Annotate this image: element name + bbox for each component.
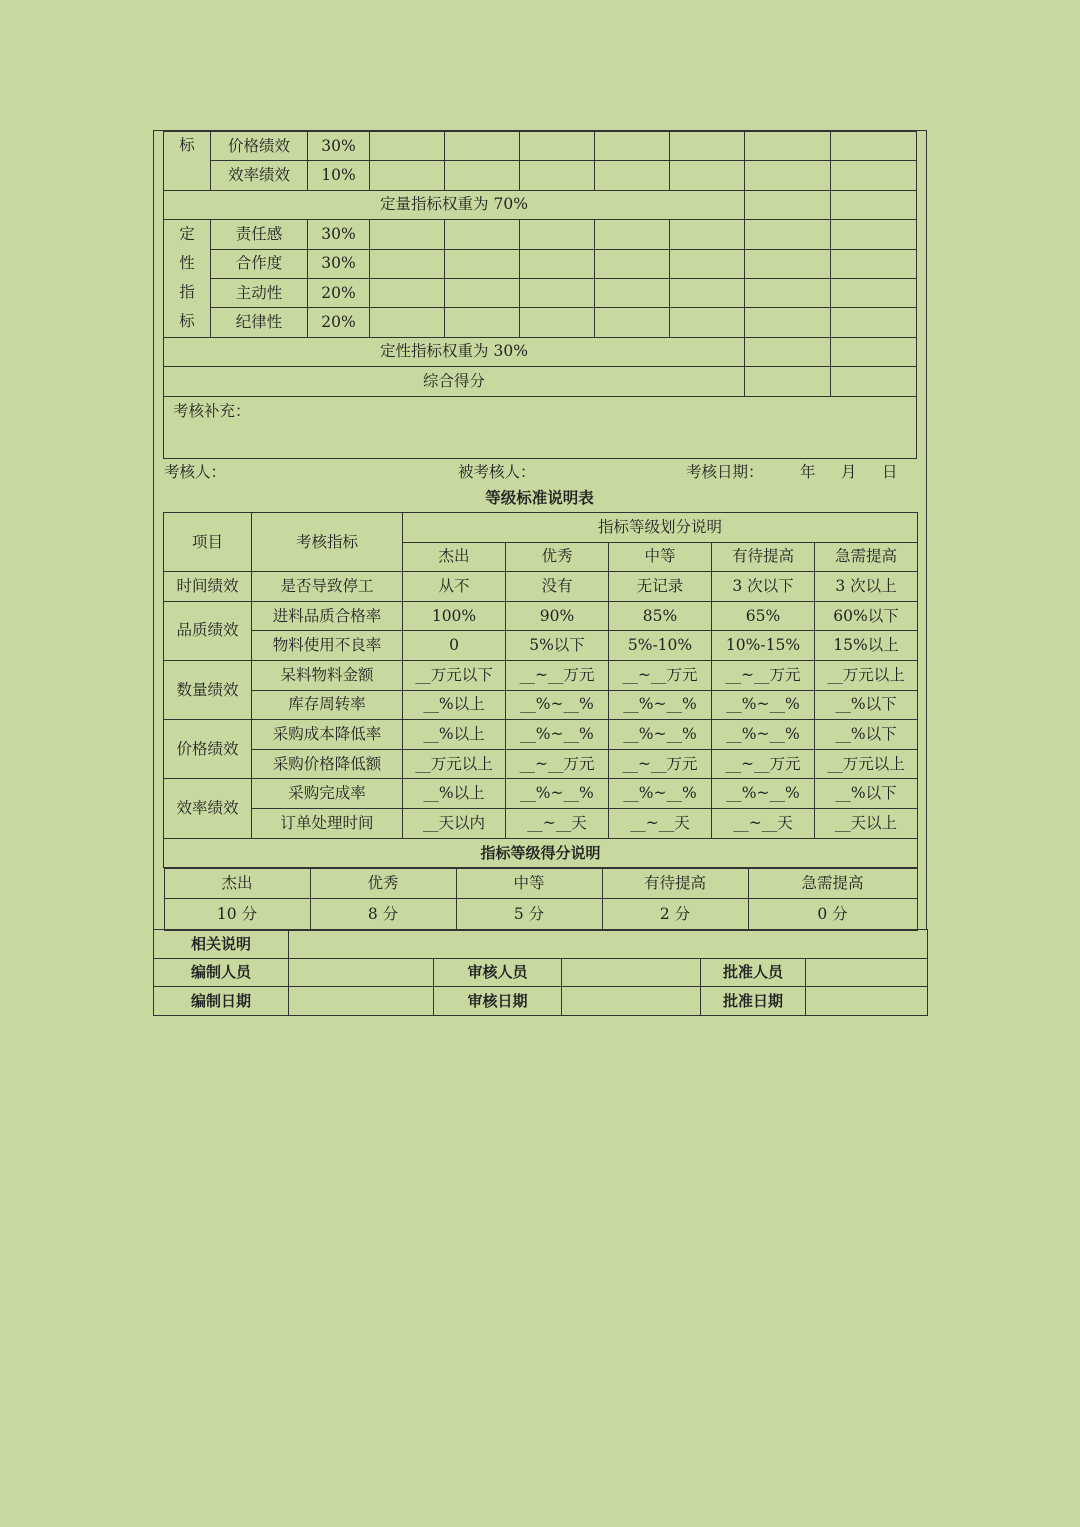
score-cell[interactable] xyxy=(445,278,520,307)
score-cell[interactable] xyxy=(370,278,445,307)
score-cell[interactable] xyxy=(595,249,670,278)
score-grade-header: 优秀 xyxy=(310,869,456,899)
table-row xyxy=(164,869,917,899)
indicator-cell: 采购完成率 xyxy=(252,779,403,809)
value-cell: 无记录 xyxy=(609,572,712,602)
table-row xyxy=(164,660,918,690)
reviewer-label: 审核人员 xyxy=(434,958,562,987)
score-cell[interactable] xyxy=(595,220,670,249)
vertical-char: 定 xyxy=(179,225,195,244)
value-cell: __%~__% xyxy=(609,690,712,720)
table-row xyxy=(154,987,928,1016)
indicator-name: 主动性 xyxy=(211,278,308,307)
review-date-label: 审核日期 xyxy=(434,987,562,1016)
value-cell: __%~__% xyxy=(712,720,815,750)
item-cell: 价格绩效 xyxy=(164,720,252,779)
score-cell[interactable] xyxy=(520,161,595,190)
indicator-name: 合作度 xyxy=(211,249,308,278)
approver-label: 批准人员 xyxy=(701,958,806,987)
table-row xyxy=(164,749,918,779)
value-cell: __%~__% xyxy=(712,779,815,809)
table-row xyxy=(164,337,917,366)
qual-weight-label: 定性指标权重为 30% xyxy=(164,337,745,366)
table-row xyxy=(164,899,917,931)
score-subtable-wrap xyxy=(164,868,918,932)
value-cell: __~__万元 xyxy=(712,660,815,690)
grade-standard-table xyxy=(163,512,918,931)
value-cell: 没有 xyxy=(506,572,609,602)
value-cell: __~__天 xyxy=(609,808,712,838)
indicator-weight: 30% xyxy=(308,132,370,161)
indicator-weight: 10% xyxy=(308,161,370,190)
value-cell: __%~__% xyxy=(506,690,609,720)
table-row xyxy=(154,958,928,987)
vertical-char: 性 xyxy=(179,254,195,273)
score-cell[interactable] xyxy=(745,249,831,278)
value-cell: __天以上 xyxy=(815,808,918,838)
value-cell: 5%以下 xyxy=(506,631,609,661)
score-value: 5 分 xyxy=(456,899,602,931)
score-title: 指标等级得分说明 xyxy=(164,838,918,868)
value-cell: __%以上 xyxy=(403,690,506,720)
table-row xyxy=(164,220,917,249)
score-cell[interactable] xyxy=(745,278,831,307)
score-cell[interactable] xyxy=(831,337,917,366)
score-grade-header: 杰出 xyxy=(164,869,310,899)
month-label: 月 xyxy=(841,463,857,481)
score-cell[interactable] xyxy=(445,132,520,161)
score-value: 0 分 xyxy=(748,899,917,931)
vertical-char: 标 xyxy=(179,312,195,331)
score-cell[interactable] xyxy=(670,308,745,337)
assessment-table xyxy=(163,131,917,459)
score-cell[interactable] xyxy=(831,132,917,161)
value-cell: __万元以上 xyxy=(403,749,506,779)
value-cell: __%以上 xyxy=(403,720,506,750)
assess-date-label: 考核日期： xyxy=(686,463,764,481)
col-item-header: 项目 xyxy=(164,513,252,572)
table-row xyxy=(164,396,917,458)
table-row xyxy=(164,161,917,190)
score-cell[interactable] xyxy=(745,220,831,249)
indicator-weight: 20% xyxy=(308,278,370,307)
score-cell[interactable] xyxy=(520,249,595,278)
assessor-label: 考核人： xyxy=(164,463,227,481)
value-cell: __~__万元 xyxy=(506,749,609,779)
score-cell[interactable] xyxy=(831,367,917,396)
indicator-cell: 物料使用不良率 xyxy=(252,631,403,661)
value-cell: 3 次以下 xyxy=(712,572,815,602)
grade-header: 中等 xyxy=(609,542,712,572)
table-row xyxy=(164,868,918,932)
indicator-weight: 30% xyxy=(308,249,370,278)
value-cell: 60%以下 xyxy=(815,601,918,631)
value-cell: 90% xyxy=(506,601,609,631)
table-row xyxy=(164,132,917,161)
indicator-cell: 采购成本降低率 xyxy=(252,720,403,750)
value-cell: __天以内 xyxy=(403,808,506,838)
indicator-cell: 采购价格降低额 xyxy=(252,749,403,779)
score-cell[interactable] xyxy=(831,220,917,249)
value-cell: __~__天 xyxy=(506,808,609,838)
review-date-field[interactable] xyxy=(562,987,701,1016)
indicator-name: 效率绩效 xyxy=(211,161,308,190)
value-cell: 10%-15% xyxy=(712,631,815,661)
related-notes-label: 相关说明 xyxy=(154,930,289,959)
value-cell: 100% xyxy=(403,601,506,631)
approval-table xyxy=(153,929,928,1016)
value-cell: __%以下 xyxy=(815,779,918,809)
score-grade-header: 急需提高 xyxy=(748,869,917,899)
score-cell[interactable] xyxy=(670,249,745,278)
value-cell: __%~__% xyxy=(506,720,609,750)
approver-field[interactable] xyxy=(806,958,928,987)
score-cell[interactable] xyxy=(370,132,445,161)
score-grade-header: 有待提高 xyxy=(602,869,748,899)
value-cell: 从不 xyxy=(403,572,506,602)
table-row xyxy=(164,720,918,750)
value-cell: __万元以上 xyxy=(815,749,918,779)
table-row xyxy=(164,367,917,396)
table-row xyxy=(164,631,918,661)
indicator-cell: 是否导致停工 xyxy=(252,572,403,602)
score-cell[interactable] xyxy=(670,278,745,307)
score-grade-header: 中等 xyxy=(456,869,602,899)
value-cell: __万元以下 xyxy=(403,660,506,690)
col-indicator-header: 考核指标 xyxy=(252,513,403,572)
table-row xyxy=(164,308,917,337)
score-cell[interactable] xyxy=(831,190,917,219)
score-cell[interactable] xyxy=(370,161,445,190)
indicator-name: 责任感 xyxy=(211,220,308,249)
reviewer-field[interactable] xyxy=(562,958,701,987)
item-cell: 数量绩效 xyxy=(164,660,252,719)
value-cell: __~__万元 xyxy=(506,660,609,690)
table-row xyxy=(164,249,917,278)
value-cell: __~__天 xyxy=(712,808,815,838)
score-cell[interactable] xyxy=(831,249,917,278)
value-cell: 65% xyxy=(712,601,815,631)
grade-header: 有待提高 xyxy=(712,542,815,572)
total-score-label: 综合得分 xyxy=(164,367,745,396)
score-cell[interactable] xyxy=(745,161,831,190)
score-cell[interactable] xyxy=(370,308,445,337)
value-cell: __%~__% xyxy=(609,720,712,750)
value-cell: 3 次以上 xyxy=(815,572,918,602)
score-cell[interactable] xyxy=(745,308,831,337)
grade-header: 急需提高 xyxy=(815,542,918,572)
edit-date-field[interactable] xyxy=(289,987,434,1016)
value-cell: 5%-10% xyxy=(609,631,712,661)
editor-label: 编制人员 xyxy=(154,958,289,987)
value-cell: __%~__% xyxy=(712,690,815,720)
indicator-cell: 进料品质合格率 xyxy=(252,601,403,631)
approve-date-field[interactable] xyxy=(806,987,928,1016)
indicator-weight: 20% xyxy=(308,308,370,337)
item-cell: 时间绩效 xyxy=(164,572,252,602)
value-cell: __%以下 xyxy=(815,720,918,750)
grade-table-title: 等级标准说明表 xyxy=(485,488,594,507)
indicator-weight: 30% xyxy=(308,220,370,249)
table-row xyxy=(164,278,917,307)
table-row xyxy=(164,808,918,838)
score-cell[interactable] xyxy=(745,367,831,396)
indicator-cell: 订单处理时间 xyxy=(252,808,403,838)
col-grade-desc-header: 指标等级划分说明 xyxy=(403,513,918,543)
score-value: 10 分 xyxy=(164,899,310,931)
grade-header: 杰出 xyxy=(403,542,506,572)
vertical-char: 指 xyxy=(179,283,195,302)
score-cell[interactable] xyxy=(595,278,670,307)
indicator-name: 价格绩效 xyxy=(211,132,308,161)
score-cell[interactable] xyxy=(520,220,595,249)
value-cell: __万元以上 xyxy=(815,660,918,690)
indicator-cell: 库存周转率 xyxy=(252,690,403,720)
editor-field[interactable] xyxy=(289,958,434,987)
score-cell[interactable] xyxy=(670,132,745,161)
score-cell[interactable] xyxy=(370,249,445,278)
score-cell[interactable] xyxy=(595,161,670,190)
table-row xyxy=(164,190,917,219)
day-label: 日 xyxy=(882,463,898,481)
score-cell[interactable] xyxy=(445,161,520,190)
value-cell: 85% xyxy=(609,601,712,631)
score-cell[interactable] xyxy=(831,278,917,307)
signature-line xyxy=(163,458,916,482)
category-cell: 标 xyxy=(164,132,211,191)
approve-date-label: 批准日期 xyxy=(701,987,806,1016)
score-subtable xyxy=(164,868,918,931)
score-cell[interactable] xyxy=(520,132,595,161)
score-value: 2 分 xyxy=(602,899,748,931)
quant-weight-label: 定量指标权重为 70% xyxy=(164,190,745,219)
value-cell: 0 xyxy=(403,631,506,661)
table-row xyxy=(164,838,918,868)
value-cell: __%以上 xyxy=(403,779,506,809)
score-cell[interactable] xyxy=(445,249,520,278)
score-cell[interactable] xyxy=(745,132,831,161)
table-header-row xyxy=(164,513,918,543)
score-cell[interactable] xyxy=(595,132,670,161)
edit-date-label: 编制日期 xyxy=(154,987,289,1016)
assessee-label: 被考核人： xyxy=(458,463,536,481)
value-cell: __%~__% xyxy=(609,779,712,809)
value-cell: __~__万元 xyxy=(712,749,815,779)
qualitative-category-cell xyxy=(164,220,211,338)
value-cell: __%~__% xyxy=(506,779,609,809)
supplement-cell[interactable]: 考核补充： xyxy=(164,396,917,458)
value-cell: __~__万元 xyxy=(609,660,712,690)
table-row xyxy=(154,930,928,959)
score-value: 8 分 xyxy=(310,899,456,931)
year-label: 年 xyxy=(800,463,816,481)
score-cell[interactable] xyxy=(445,220,520,249)
indicator-cell: 呆料物料金额 xyxy=(252,660,403,690)
table-row xyxy=(164,601,918,631)
score-cell[interactable] xyxy=(745,337,831,366)
score-cell[interactable] xyxy=(670,220,745,249)
table-row xyxy=(164,690,918,720)
value-cell: __~__万元 xyxy=(609,749,712,779)
score-cell[interactable] xyxy=(745,190,831,219)
item-cell: 品质绩效 xyxy=(164,601,252,660)
table-row xyxy=(164,779,918,809)
score-cell[interactable] xyxy=(831,161,917,190)
table-row xyxy=(164,572,918,602)
score-cell[interactable] xyxy=(445,308,520,337)
grade-header: 优秀 xyxy=(506,542,609,572)
item-cell: 效率绩效 xyxy=(164,779,252,838)
score-cell[interactable] xyxy=(595,308,670,337)
indicator-name: 纪律性 xyxy=(211,308,308,337)
score-cell[interactable] xyxy=(670,161,745,190)
score-cell[interactable] xyxy=(520,278,595,307)
score-cell[interactable] xyxy=(831,308,917,337)
value-cell: __%以下 xyxy=(815,690,918,720)
value-cell: 15%以上 xyxy=(815,631,918,661)
score-cell[interactable] xyxy=(370,220,445,249)
related-notes-field[interactable] xyxy=(289,930,928,959)
score-cell[interactable] xyxy=(520,308,595,337)
